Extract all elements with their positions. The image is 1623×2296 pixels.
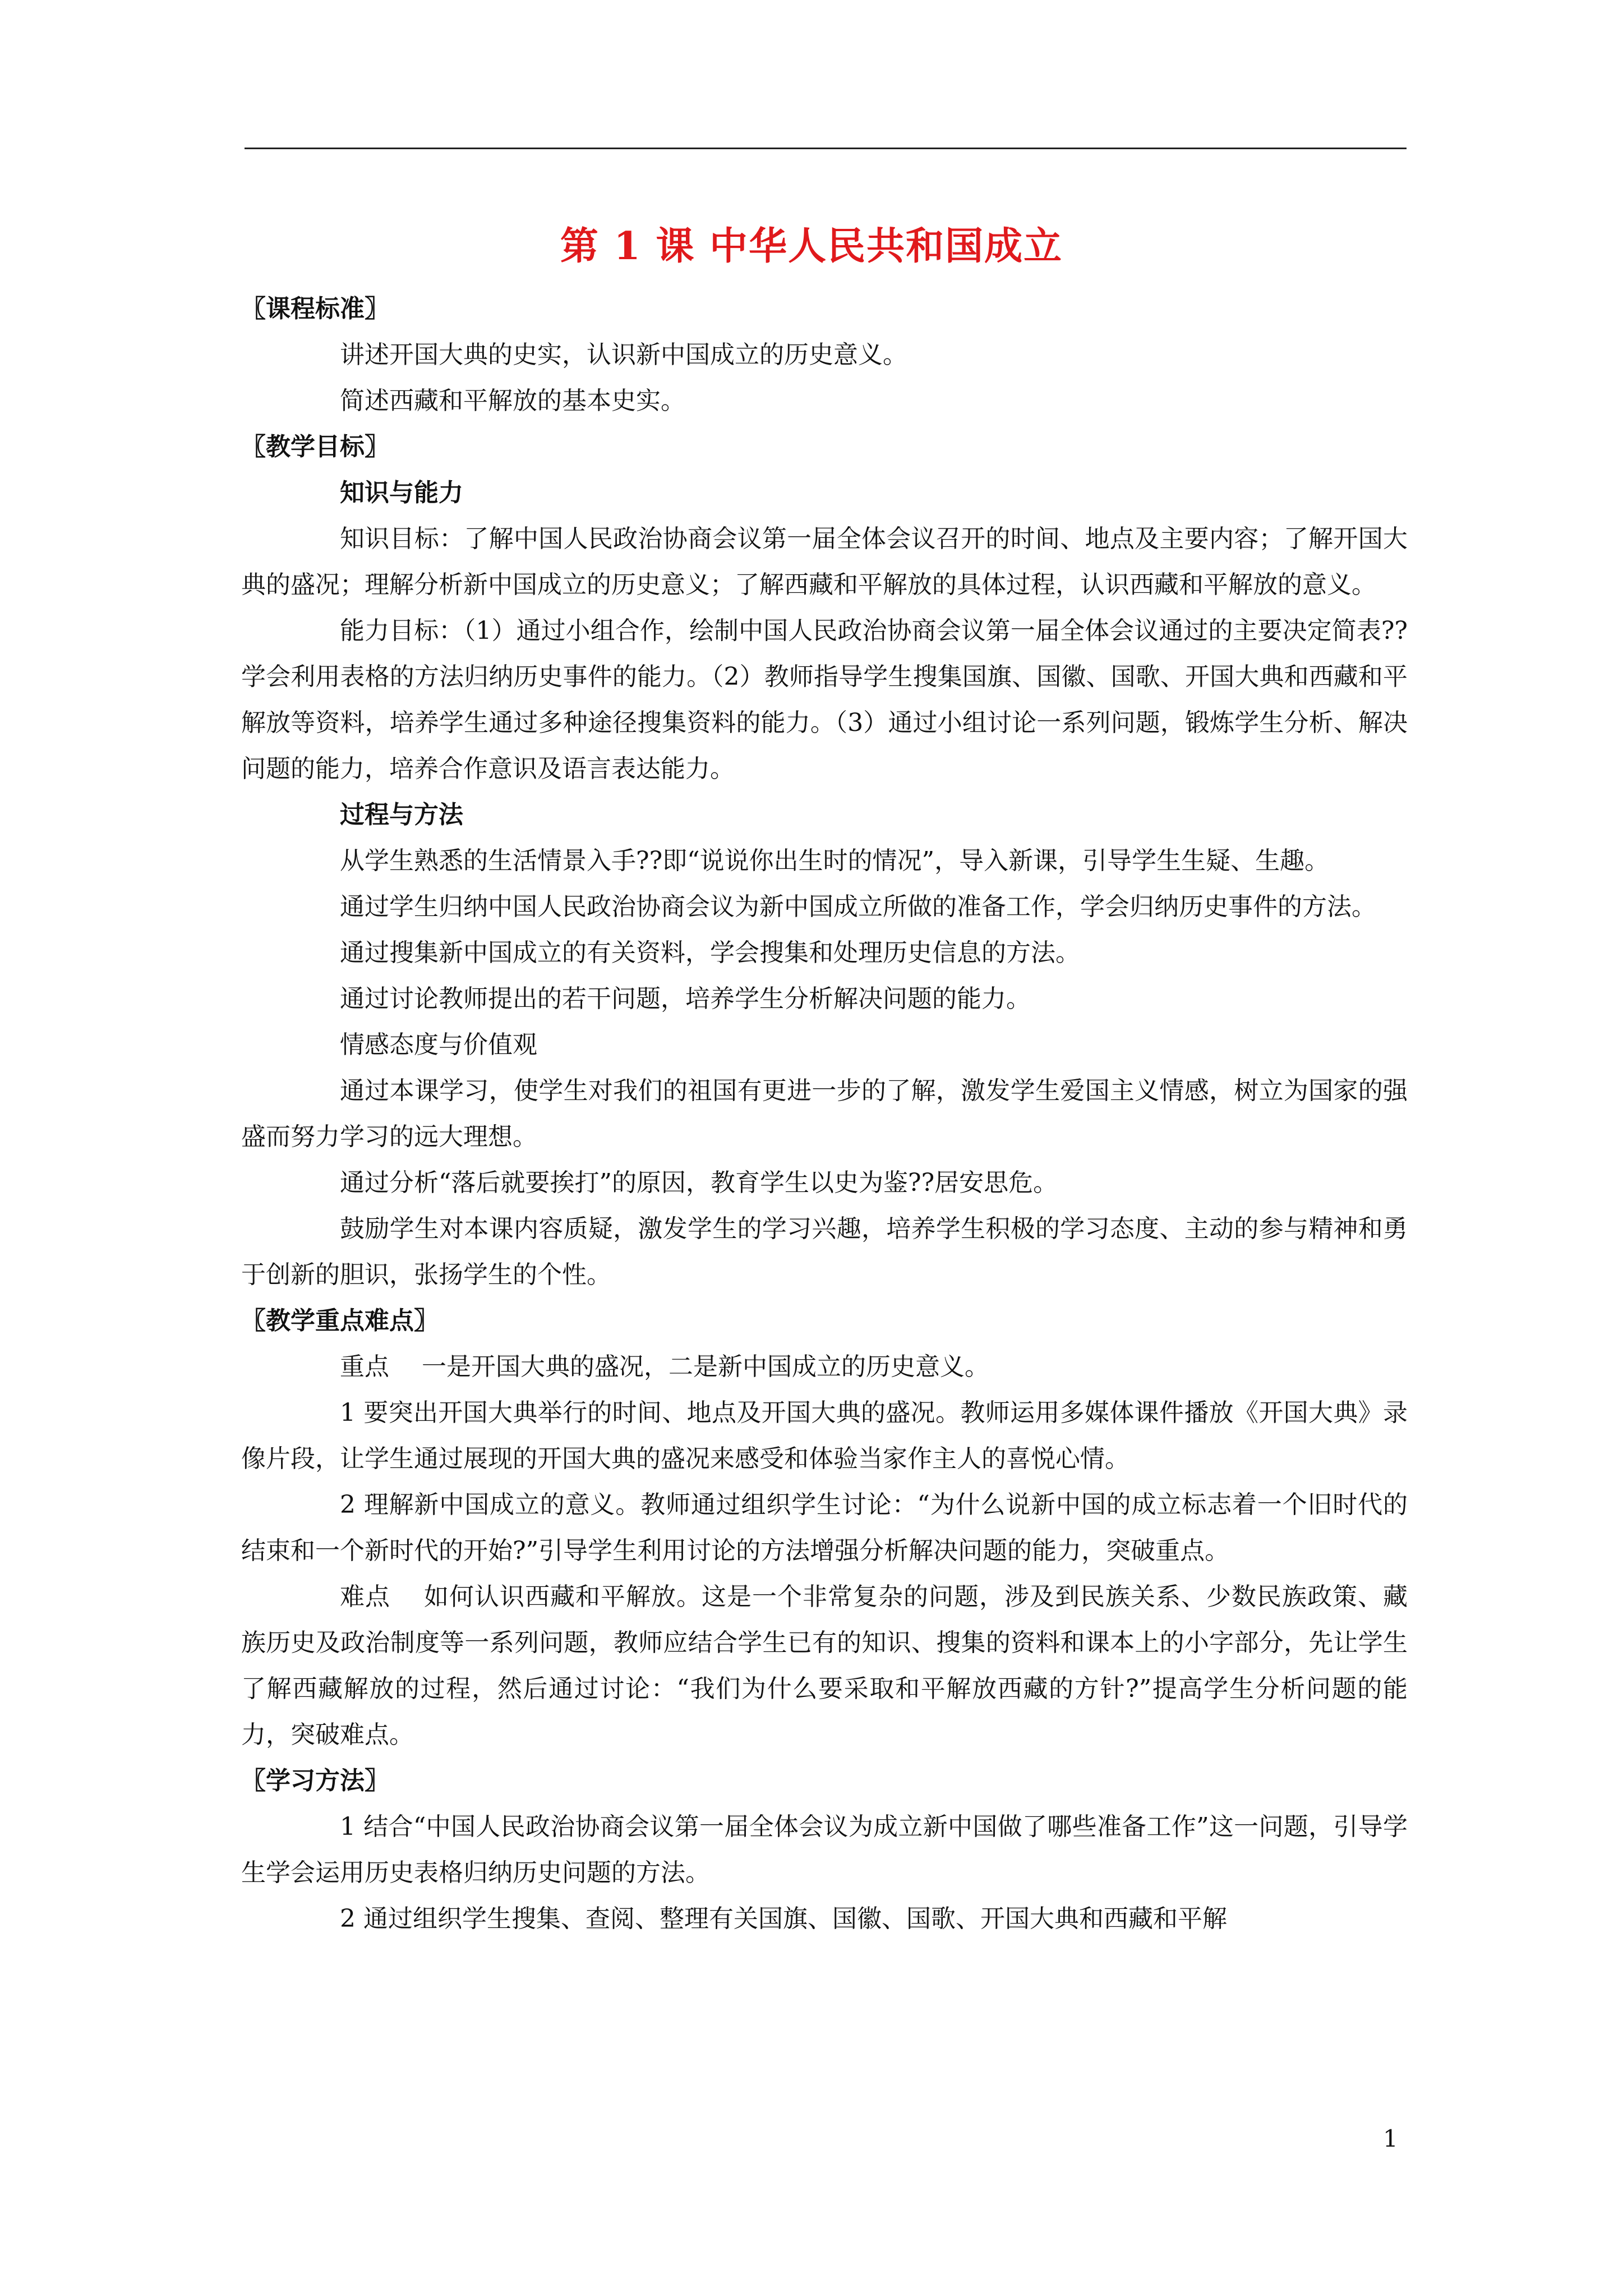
paragraph: 讲述开国大典的史实，认识新中国成立的历史意义。: [340, 341, 907, 369]
paragraph: 通过分析“落后就要挨打”的原因，教育学生以史为鉴??居安思危。: [340, 1168, 1058, 1197]
subheading-knowledge-ability: 知识与能力: [340, 478, 463, 507]
page-title: 第 1 课 中华人民共和国成立: [560, 224, 1063, 269]
section-heading-learning-methods: 〖学习方法〗: [241, 1766, 389, 1795]
section-heading-course-standard: 〖课程标准〗: [241, 295, 389, 323]
paragraph: 通过学生归纳中国人民政治协商会议为新中国成立所做的准备工作，学会归纳历史事件的方法。: [340, 892, 1376, 921]
section-heading-key-difficult-points: 〖教学重点难点〗: [241, 1306, 439, 1335]
paragraph: 知识目标：了解中国人民政治协商会议第一届全体会议召开的时间、地点及主要内容；了解开国大典的盛况；理解分析新中国成立的历史意义；了解西藏和平解放的具体过程，认识西藏和平解放的意义。: [241, 524, 1408, 599]
page-number: 1: [1383, 2125, 1398, 2152]
paragraph: 重点 一是开国大典的盛况，二是新中国成立的历史意义。: [340, 1352, 989, 1381]
paragraph: 简述西藏和平解放的基本史实。: [340, 386, 685, 415]
header-rule: [245, 148, 1407, 149]
paragraph: 通过本课学习，使学生对我们的祖国有更进一步的了解，激发学生爱国主义情感，树立为国家的强盛而努力学习的远大理想。: [241, 1076, 1408, 1151]
paragraph: 从学生熟悉的生活情景入手??即“说说你出生时的情况”，导入新课，引导学生生疑、生趣。: [340, 846, 1330, 875]
paragraph: 通过搜集新中国成立的有关资料，学会搜集和处理历史信息的方法。: [340, 938, 1080, 967]
paragraph: 2 理解新中国成立的意义。教师通过组织学生讨论：“为什么说新中国的成立标志着一个旧时代的结束和一个新时代的开始?”引导学生利用讨论的方法增强分析解决问题的能力，突破重点。: [241, 1490, 1408, 1565]
paragraph: 2 通过组织学生搜集、查阅、整理有关国旗、国徽、国歌、开国大典和西藏和平解: [340, 1904, 1227, 1933]
paragraph: 通过讨论教师提出的若干问题，培养学生分析解决问题的能力。: [340, 984, 1031, 1013]
paragraph: 1 要突出开国大典举行的时间、地点及开国大典的盛况。教师运用多媒体课件播放《开国大典》录像片段，让学生通过展现的开国大典的盛况来感受和体验当家作主人的喜悦心情。: [241, 1398, 1408, 1473]
paragraph: 难点 如何认识西藏和平解放。这是一个非常复杂的问题，涉及到民族关系、少数民族政策、藏族历史及政治制度等一系列问题，教师应结合学生已有的知识、搜集的资料和课本上的小字部分，先让学生了解西藏解放的过程，然后通过讨论：“我们为什么要采取和平解放西藏的方针?”提高学生分析问题的能力，突破难点。: [241, 1582, 1408, 1749]
paragraph: 鼓励学生对本课内容质疑，激发学生的学习兴趣，培养学生积极的学习态度、主动的参与精神和勇于创新的胆识，张扬学生的个性。: [241, 1214, 1408, 1289]
paragraph: 能力目标：（1）通过小组合作，绘制中国人民政治协商会议第一届全体会议通过的主要决定简表??学会利用表格的方法归纳历史事件的能力。（2）教师指导学生搜集国旗、国徽、国歌、开国大典和西藏和平解放等资料，培养学生通过多种途径搜集资料的能力。（3）通过小组讨论一系列问题，锻炼学生分析、解决问题的能力，培养合作意识及语言表达能力。: [241, 616, 1408, 783]
document-body: [241, 286, 1408, 1942]
paragraph: 1 结合“中国人民政治协商会议第一届全体会议为成立新中国做了哪些准备工作”这一问题，引导学生学会运用历史表格归纳历史问题的方法。: [241, 1812, 1408, 1887]
section-heading-teaching-goals: 〖教学目标〗: [241, 432, 389, 461]
paragraph: 情感态度与价值观: [340, 1030, 537, 1059]
subheading-process-method: 过程与方法: [340, 800, 463, 829]
